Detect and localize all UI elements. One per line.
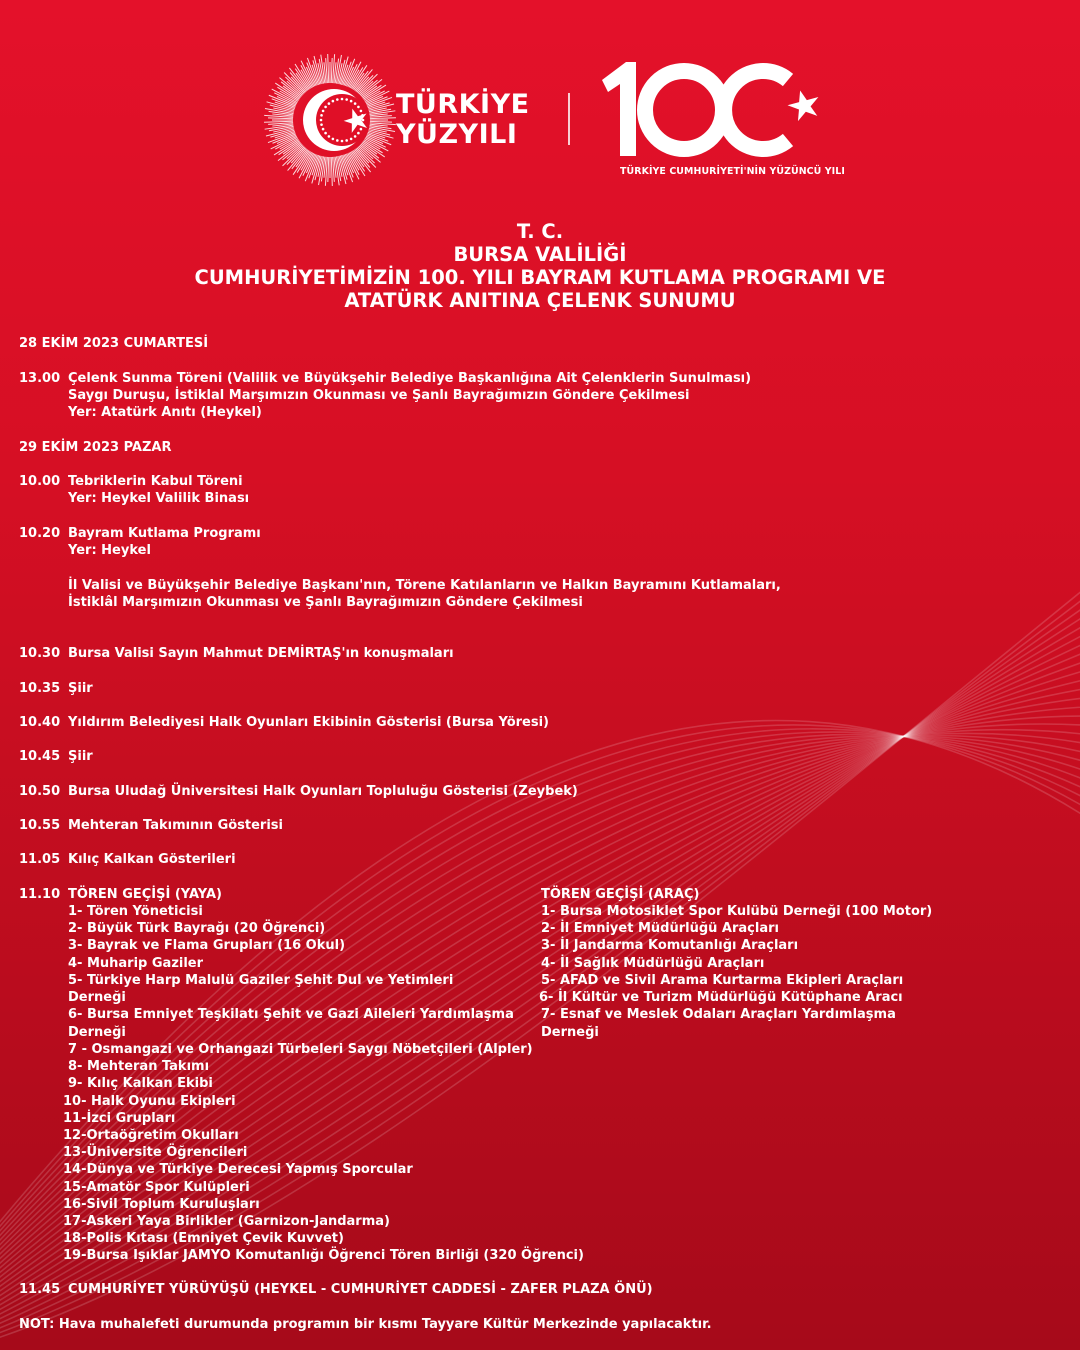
event-location: Yer: Heykel Valilik Binası [68, 491, 250, 506]
event-time: 10.35 [19, 681, 61, 696]
parade-arac-item: 6- İl Kültür ve Turizm Müdürlüğü Kütüphane Aracı [539, 990, 903, 1005]
event-location: Yer: Atatürk Anıtı (Heykel) [68, 405, 262, 420]
parade-yaya-item: 6- Bursa Emniyet Teşkilatı Şehit ve Gazi Aileleri Yardımlaşma [68, 1007, 514, 1022]
parade-arac-item: Derneği [541, 1025, 599, 1040]
event-line: İl Valisi ve Büyükşehir Belediye Başkanı'nın, Törene Katılanların ve Halkın Bayramını Kutlamaları, [68, 578, 781, 593]
day2-date: 29 EKİM 2023 PAZAR [19, 440, 172, 455]
event-time: 10.45 [19, 749, 61, 764]
header-line-4: ATATÜRK ANITINA ÇELENK SUNUMU [344, 289, 736, 312]
event-line: Çelenk Sunma Töreni (Valilik ve Büyükşehir Belediye Başkanlığına Ait Çelenklerin Sunulması) [68, 371, 752, 386]
parade-arac-item: 4- İl Sağlık Müdürlüğü Araçları [541, 956, 765, 971]
brand-text [396, 90, 530, 150]
event-line: Bursa Uludağ Üniversitesi Halk Oyunları Topluluğu Gösterisi (Zeybek) [68, 784, 578, 799]
parade-yaya-item: 19-Bursa Işıklar JAMYO Komutanlığı Öğrenci Tören Birliği (320 Öğrenci) [63, 1248, 584, 1263]
parade-yaya-item: 15-Amatör Spor Kulüpleri [63, 1180, 250, 1195]
document-header [0, 220, 1080, 312]
parade-yaya-item: 2- Büyük Türk Bayrağı (20 Öğrenci) [68, 921, 326, 936]
parade-yaya-item: 18-Polis Kıtası (Emniyet Çevik Kuvvet) [63, 1231, 344, 1246]
march-time: 11.45 [19, 1282, 61, 1297]
parade-yaya-item: 14-Dünya ve Türkiye Derecesi Yapmış Sporcular [63, 1162, 413, 1177]
logo-divider [568, 93, 570, 145]
event-line: İstiklâl Marşımızın Okunması ve Şanlı Bayrağımızın Göndere Çekilmesi [68, 595, 583, 610]
logo-area [0, 0, 1080, 200]
parade-yaya-item: Derneği [68, 1025, 126, 1040]
hundred-logo-icon [598, 58, 826, 162]
parade-yaya-item: 5- Türkiye Harp Malulü Gaziler Şehit Dul ve Yetimleri [68, 973, 454, 988]
event-location: Yer: Heykel [68, 543, 151, 558]
event-time: 13.00 [19, 371, 61, 386]
parade-yaya-item: 9- Kılıç Kalkan Ekibi [68, 1076, 213, 1091]
parade-yaya-item: 3- Bayrak ve Flama Grupları (16 Okul) [68, 938, 346, 953]
event-line: Şiir [68, 749, 93, 764]
header-line-2: BURSA VALİLİĞİ [453, 243, 627, 266]
event-time: 11.05 [19, 852, 61, 867]
march-text: CUMHURİYET YÜRÜYÜŞÜ (HEYKEL - CUMHURİYET CADDESİ - ZAFER PLAZA ÖNÜ) [68, 1282, 653, 1297]
parade-yaya-item: 8- Mehteran Takımı [68, 1059, 210, 1074]
event-line: Mehteran Takımının Gösterisi [68, 818, 283, 833]
parade-yaya-item: 10- Halk Oyunu Ekipleri [63, 1094, 236, 1109]
event-time: 10.30 [19, 646, 61, 661]
event-time: 10.20 [19, 526, 61, 541]
parade-arac-item: 5- AFAD ve Sivil Arama Kurtarma Ekipleri Araçları [541, 973, 904, 988]
event-time: 10.55 [19, 818, 61, 833]
hundred-caption: TÜRKİYE CUMHURİYETİ'NİN YÜZÜNCÜ YILI [620, 166, 845, 177]
event-line: Şiir [68, 681, 93, 696]
event-line: Bayram Kutlama Programı [68, 526, 261, 541]
event-line: Kılıç Kalkan Gösterileri [68, 852, 236, 867]
parade-yaya-item: 7 - Osmangazi ve Orhangazi Türbeleri Saygı Nöbetçileri (Alpler) [68, 1042, 533, 1057]
event-time: 10.00 [19, 474, 61, 489]
event-time: 10.50 [19, 784, 61, 799]
event-line: Saygı Duruşu, İstiklal Marşımızın Okunması ve Şanlı Bayrağımızın Göndere Çekilmesi [68, 388, 690, 403]
parade-arac-item: 2- İl Emniyet Müdürlüğü Araçları [541, 921, 779, 936]
footer-note: NOT: Hava muhalefeti durumunda programın bir kısmı Tayyare Kültür Merkezinde yapılacaktır. [19, 1317, 712, 1332]
parade-arac-title: TÖREN GEÇİŞİ (ARAÇ) [541, 887, 700, 902]
parade-yaya-item: 4- Muharip Gaziler [68, 956, 204, 971]
parade-yaya-item: 11-İzci Grupları [63, 1111, 176, 1126]
parade-yaya-item: 17-Askeri Yaya Birlikler (Garnizon-Jandarma) [63, 1214, 390, 1229]
parade-yaya-item: 12-Ortaöğretim Okulları [63, 1128, 239, 1143]
parade-yaya-title: TÖREN GEÇİŞİ (YAYA) [68, 887, 222, 902]
header-line-1: T. C. [516, 220, 564, 243]
parade-arac-item: 3- İl Jandarma Komutanlığı Araçları [541, 938, 799, 953]
turkiye-yuzyili-emblem-icon [262, 52, 398, 188]
event-line: Yıldırım Belediyesi Halk Oyunları Ekibinin Gösterisi (Bursa Yöresi) [68, 715, 549, 730]
brand-line-2: YÜZYILI [396, 119, 518, 150]
event-line: Bursa Valisi Sayın Mahmut DEMİRTAŞ'ın konuşmaları [68, 646, 454, 661]
event-line: Tebriklerin Kabul Töreni [68, 474, 243, 489]
parade-arac-item: 1- Bursa Motosiklet Spor Kulübü Derneği (100 Motor) [541, 904, 933, 919]
event-time: 10.40 [19, 715, 61, 730]
parade-arac-item: 7- Esnaf ve Meslek Odaları Araçları Yardımlaşma [541, 1007, 896, 1022]
parade-yaya-item: 1- Tören Yöneticisi [68, 904, 203, 919]
parade-yaya-item: 16-Sivil Toplum Kuruluşları [63, 1197, 260, 1212]
parade-yaya-item: Derneği [68, 990, 126, 1005]
brand-line-1: TÜRKİYE [396, 89, 530, 120]
parade-time: 11.10 [19, 887, 61, 902]
header-line-3: CUMHURİYETİMİZİN 100. YILI BAYRAM KUTLAMA PROGRAMI VE [194, 266, 886, 289]
day1-date: 28 EKİM 2023 CUMARTESİ [19, 336, 209, 351]
parade-yaya-item: 13-Üniversite Öğrencileri [63, 1145, 248, 1160]
